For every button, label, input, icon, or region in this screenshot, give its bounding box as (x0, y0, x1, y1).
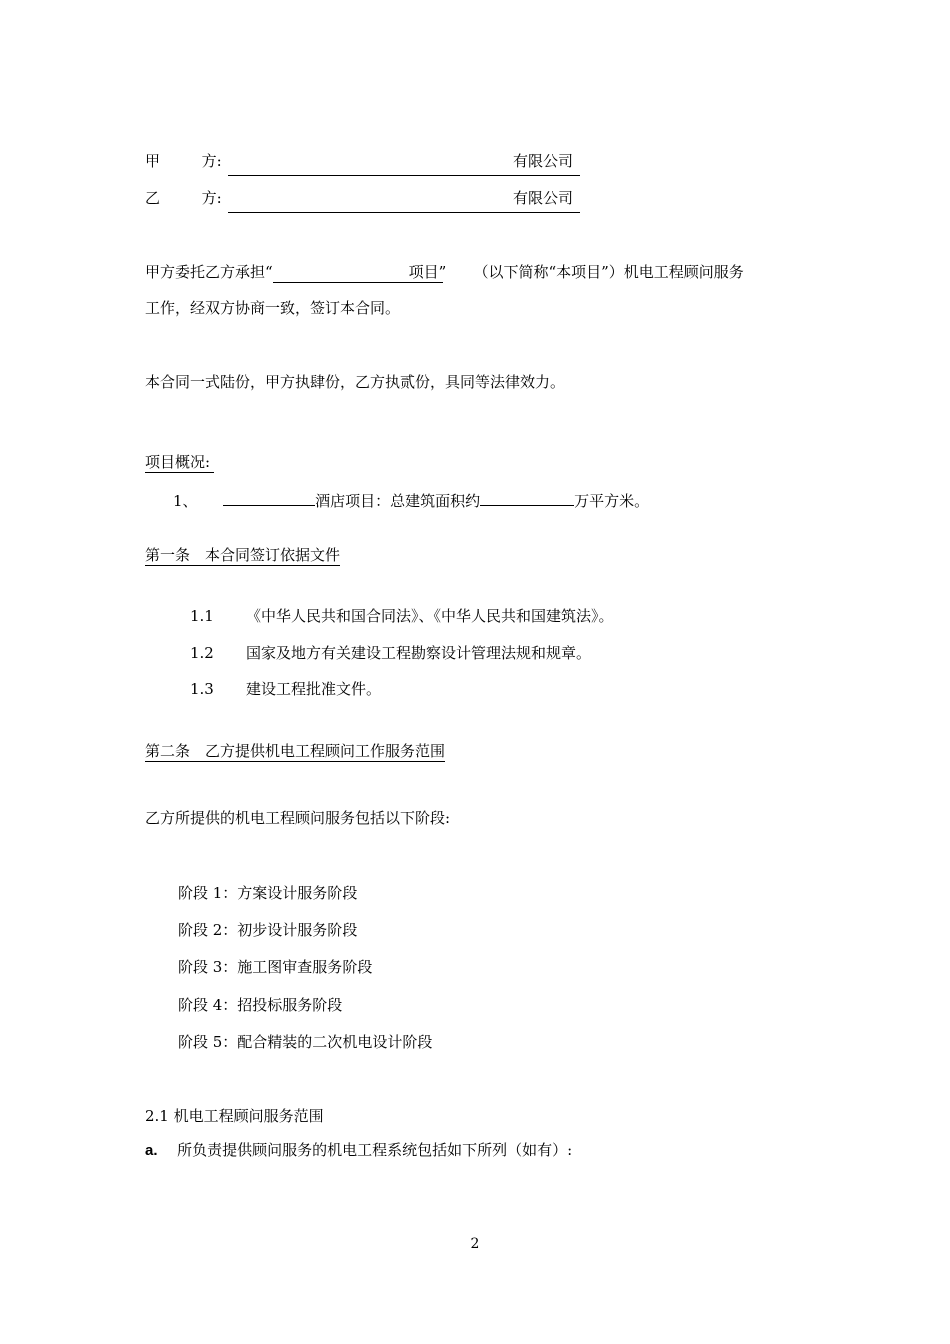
intro-prefix: 甲方委托乙方承担“ (145, 263, 273, 281)
party-b-suffix: 有限公司 (513, 189, 574, 207)
party-a-label (145, 151, 222, 171)
overview-item-end: 万平方米。 (574, 492, 650, 510)
article-1-heading-text: 第一条 本合同签订依据文件 (145, 546, 341, 564)
point-a-text: 所负责提供顾问服务的机电工程系统包括如下所列（如有）: (177, 1141, 573, 1159)
area-field[interactable] (480, 489, 574, 506)
intro-line-1 (145, 262, 744, 283)
intro-line-2: 工作，经双方协商一致，签订本合同。 (145, 299, 401, 317)
project-name-field[interactable] (273, 262, 447, 283)
party-a-char: 甲 (145, 152, 161, 170)
party-a-colon: 方: (201, 152, 222, 170)
article-1-item-text-1: 《中华人民共和国合同法》、《中华人民共和国建筑法》。 (246, 607, 614, 625)
stage-item-1: 阶段 1：方案设计服务阶段 (178, 884, 358, 902)
stage-item-3: 阶段 3：施工图审查服务阶段 (178, 958, 373, 976)
article-1-item-num-2: 1.2 (190, 644, 214, 662)
point-a-label: a. (145, 1142, 158, 1159)
article-1-item-text-3: 建设工程批准文件。 (246, 680, 382, 698)
sub-heading-2-1: 2.1 机电工程顾问服务范围 (145, 1107, 324, 1125)
article-2-intro: 乙方所提供的机电工程顾问服务包括以下阶段: (145, 809, 451, 827)
stage-item-5: 阶段 5：配合精装的二次机电设计阶段 (178, 1033, 433, 1051)
article-1-item-num-3: 1.3 (190, 680, 214, 698)
party-b-char: 乙 (145, 189, 161, 207)
point-a (145, 1140, 572, 1161)
overview-item (173, 489, 649, 511)
article-1-item-text-2: 国家及地方有关建设工程勘察设计管理法规和规章。 (246, 644, 592, 662)
article-1-heading (145, 545, 340, 566)
party-b-colon: 方: (201, 189, 222, 207)
overview-heading-text: 项目概况: (145, 452, 214, 473)
stage-item-2: 阶段 2：初步设计服务阶段 (178, 921, 358, 939)
overview-item-num: 1、 (173, 492, 198, 510)
intro-project: 项目” (408, 263, 447, 281)
stage-item-4: 阶段 4：招投标服务阶段 (178, 996, 343, 1014)
article-2-heading-text: 第二条 乙方提供机电工程顾问工作服务范围 (145, 742, 446, 760)
page-number: 2 (470, 1236, 480, 1252)
article-1-item-num-1: 1.1 (190, 607, 214, 625)
intro-suffix: （以下简称“本项目”）机电工程顾问服务 (473, 263, 744, 281)
article-2-heading (145, 741, 445, 762)
overview-item-mid: 酒店项目：总建筑面积约 (315, 492, 481, 510)
overview-heading (145, 452, 214, 473)
copies-clause: 本合同一式陆份，甲方执肆份，乙方执贰份，具同等法律效力。 (145, 373, 566, 391)
party-b-label (145, 188, 222, 208)
hotel-name-field[interactable] (223, 489, 315, 506)
party-a-suffix: 有限公司 (513, 152, 574, 170)
